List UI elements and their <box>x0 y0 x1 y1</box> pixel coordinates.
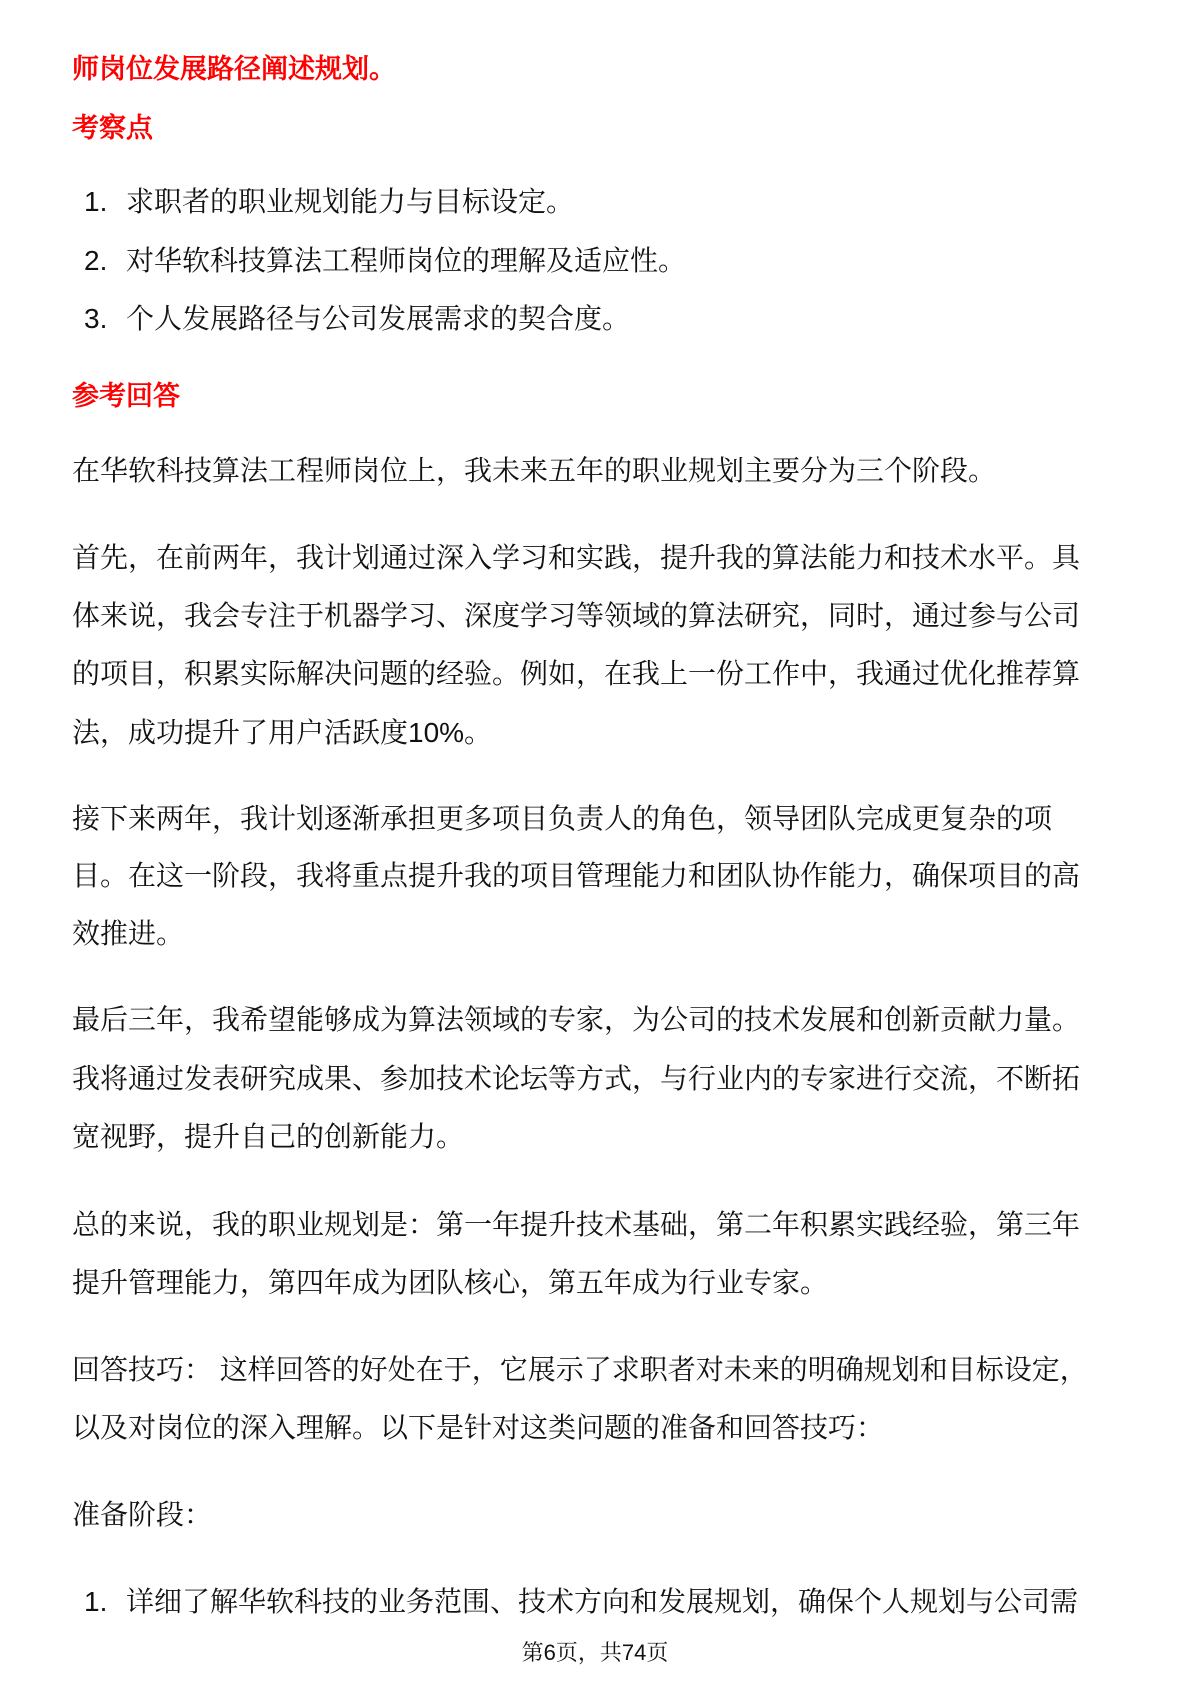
paragraph-line: 接下来两年，我计划逐渐承担更多项目负责人的角色，领导团队完成更复杂的项 <box>72 803 1053 834</box>
paragraph-line: 宽视野，提升自己的创新能力。 <box>72 1121 465 1152</box>
paragraph-line: 目。在这一阶段，我将重点提升我的项目管理能力和团队协作能力，确保项目的高 <box>72 860 1081 891</box>
paragraph-line: 以及对岗位的深入理解。以下是针对这类问题的准备和回答技巧： <box>72 1412 885 1443</box>
paragraph-line: 体来说，我会专注于机器学习、深度学习等领域的算法研究，同时，通过参与公司 <box>72 600 1081 631</box>
paragraph-line: 回答技巧： 这样回答的好处在于，它展示了求职者对未来的明确规划和目标设定， <box>72 1354 1088 1385</box>
list-item <box>84 1585 1078 1619</box>
list-text: 求职者的职业规划能力与目标设定。 <box>126 186 575 217</box>
paragraph-line: 提升管理能力，第四年成为团队核心，第五年成为行业专家。 <box>72 1267 829 1298</box>
paragraph-line: 效推进。 <box>72 918 185 949</box>
list-text: 个人发展路径与公司发展需求的契合度。 <box>126 303 631 334</box>
list-number: 1. <box>84 1586 108 1617</box>
list-item <box>84 302 630 336</box>
section-heading-answer: 参考回答 <box>72 381 180 411</box>
paragraph-line: 总的来说，我的职业规划是：第一年提升技术基础，第二年积累实践经验，第三年 <box>72 1209 1081 1240</box>
list-number: 2. <box>84 245 108 276</box>
prep-heading: 准备阶段： <box>72 1499 213 1530</box>
paragraph-line: 我将通过发表研究成果、参加技术论坛等方式，与行业内的专家进行交流，不断拓 <box>72 1063 1081 1094</box>
list-number: 3. <box>84 303 108 334</box>
list-item <box>84 244 686 278</box>
paragraph-line: 在华软科技算法工程师岗位上，我未来五年的职业规划主要分为三个阶段。 <box>72 455 997 486</box>
list-text: 对华软科技算法工程师岗位的理解及适应性。 <box>126 245 687 276</box>
list-item <box>84 185 574 219</box>
paragraph-line: 法，成功提升了用户活跃度10%。 <box>72 717 493 748</box>
section-heading-points: 考察点 <box>72 113 153 143</box>
paragraph-line: 最后三年，我希望能够成为算法领域的专家，为公司的技术发展和创新贡献力量。 <box>72 1004 1081 1035</box>
list-text: 详细了解华软科技的业务范围、技术方向和发展规划，确保个人规划与公司需 <box>126 1586 1079 1617</box>
paragraph-line: 的项目，积累实际解决问题的经验。例如，在我上一份工作中，我通过优化推荐算 <box>72 658 1081 689</box>
paragraph-line: 首先，在前两年，我计划通过深入学习和实践，提升我的算法能力和技术水平。具 <box>72 542 1081 573</box>
title-continuation: 师岗位发展路径阐述规划。 <box>72 54 396 84</box>
page-footer: 第6页，共74页 <box>521 1640 669 1665</box>
list-number: 1. <box>84 186 108 217</box>
